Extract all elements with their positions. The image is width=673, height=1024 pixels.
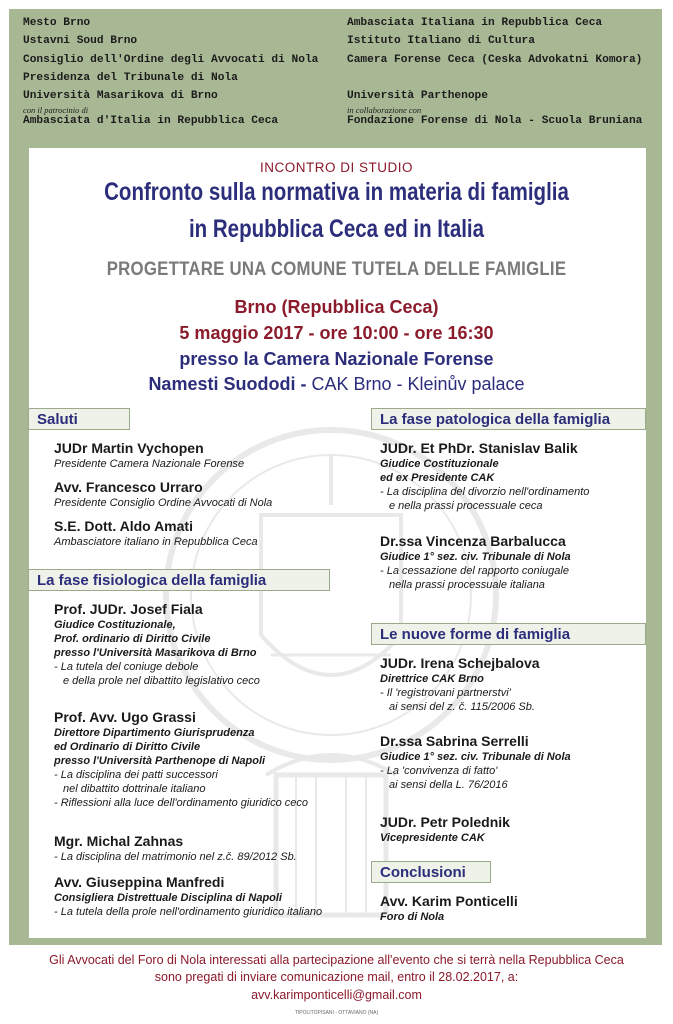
talk-topic: e nella prassi processuale ceca [389,500,543,512]
speaker-role: Ambasciatore italiano in Repubblica Ceca [54,536,258,548]
organizer: Università Parthenope [347,90,488,103]
talk-topic: - Il 'registrovani partnerstvi' [380,687,511,699]
footer-line1: Gli Avvocati del Foro di Nola interessati alla partecipazione all'evento che si terrà nella Repubblica Ceca [49,953,624,967]
section-fisiologica: La fase fisiologica della famiglia [28,569,330,591]
address-street: Namesti Suododi - [148,374,312,394]
organizer: Consiglio dell'Ordine degli Avvocati di Nola [23,53,319,66]
speaker-name: Dr.ssa Vincenza Barbalucca [380,533,566,549]
talk-topic: nel dibattito dottrinale italiano [63,783,206,795]
event-place: Brno (Repubblica Ceca) [234,297,439,317]
speaker-role: Giudice Costituzionale [380,458,499,470]
talk-topic: - La tutela del coniuge debole [54,661,199,673]
speaker-role: Direttore Dipartimento Giurisprudenza [54,727,255,739]
section-patologica: La fase patologica della famiglia [371,408,646,430]
footer-email-link[interactable]: avv.karimponticelli@gmail.com [251,988,422,1002]
talk-topic: - La disciplina dei patti successori [54,769,218,781]
organizer: Fondazione Forense di Nola - Scuola Bruniana [347,115,643,128]
printer-credit: TIPOLITOPISANI - OTTAVIANO (NA) [294,1010,379,1016]
speaker-block [54,873,322,919]
speaker-name: Avv. Giuseppina Manfredi [54,874,225,890]
speaker-role: Giudice Costituzionale, [54,619,176,631]
event-title-line1: Confronto sulla normativa in materia di famiglia [104,178,569,206]
event-address [0,374,673,395]
speaker-block [54,517,258,549]
speaker-role: Vicepresidente CAK [380,832,485,844]
speaker-role: Presidente Camera Nazionale Forense [54,458,245,470]
speaker-name: S.E. Dott. Aldo Amati [54,518,193,534]
speaker-block [54,832,297,864]
header-organizers-left [23,14,318,128]
speaker-name: Avv. Francesco Urraro [54,479,203,495]
talk-topic: - La disciplina del matrimonio nel z.č. 89/2012 Sb. [54,851,297,863]
talk-topic: - La 'convivenza di fatto' [380,765,498,777]
speaker-name: Dr.ssa Sabrina Serrelli [380,733,529,749]
event-subtitle: PROGETTARE UNA COMUNE TUTELA DELLE FAMIGLIE [106,258,567,280]
speaker-block [380,532,571,592]
speaker-role: Prof. ordinario di Diritto Civile [54,633,211,645]
talk-topic: ai sensi del z. č. 115/2006 Sb. [389,701,535,713]
speaker-name: Mgr. Michal Zahnas [54,833,184,849]
organizer: Ambasciata Italiana in Repubblica Ceca [347,17,603,29]
speaker-role: presso l'Università Masarikova di Brno [54,647,257,659]
organizer: Ambasciata d'Italia in Repubblica Ceca [23,115,279,128]
speaker-role: Direttrice CAK Brno [380,673,484,685]
organizer: Camera Forense Ceca (Ceska Advokatni Komora) [347,53,643,66]
footer-line2: sono pregati di inviare comunicazione mail, entro il 28.02.2017, a: [154,970,519,984]
event-title-line2: in Repubblica Ceca ed in Italia [188,215,485,243]
speaker-role: presso l'Università Parthenope di Napoli [54,755,266,767]
talk-topic: - La tutela della prole nell'ordinamento giuridico italiano [54,906,323,918]
speaker-block [54,600,260,688]
talk-topic: e della prole nel dibattito legislativo ceco [63,675,260,687]
speaker-role: ed ex Presidente CAK [380,472,495,484]
talk-topic: - La disciplina del divorzio nell'ordinamento [380,486,590,498]
section-conclusioni: Conclusioni [371,861,491,883]
speaker-name: Avv. Karim Ponticelli [380,893,518,909]
organizer: Istituto Italiano di Cultura [347,35,535,48]
speaker-block [380,813,510,845]
patronage-note: con il patrocinio di [23,105,89,116]
collaboration-note: in collaborazione con [347,105,422,116]
speaker-role: Giudice 1° sez. civ. Tribunale di Nola [380,551,571,563]
speaker-name: Prof. JUDr. Josef Fiala [54,601,203,617]
speaker-block [380,439,589,513]
address-rest: CAK Brno - Kleinův palace [311,374,525,394]
event-date: 5 maggio 2017 - ore 10:00 - ore 16:30 [179,323,494,343]
event-kicker: INCONTRO DI STUDIO [260,160,413,175]
speaker-role: Foro di Nola [380,911,445,923]
speaker-block [380,732,571,792]
header-organizers-right [347,14,642,128]
event-venue: presso la Camera Nazionale Forense [179,349,494,369]
talk-topic: ai sensi della L. 76/2016 [389,779,508,791]
organizer: Università Masarikova di Brno [23,90,218,103]
talk-topic: - Riflessioni alla luce dell'ordinamento giuridico ceco [54,797,309,809]
organizer: Presidenza del Tribunale di Nola [23,71,238,84]
speaker-name: JUDr. Irena Schejbalova [380,655,540,671]
section-saluti: Saluti [28,408,130,430]
organizer: Mesto Brno [23,17,91,29]
speaker-name: JUDr. Et PhDr. Stanislav Balik [380,440,578,456]
section-nuove-forme: Le nuove forme di famiglia [371,623,646,645]
speaker-block [380,892,518,924]
speaker-block [54,478,272,510]
speaker-block [54,708,308,810]
speaker-role: Giudice 1° sez. civ. Tribunale di Nola [380,751,571,763]
organizer: Ustavni Soud Brno [23,35,138,48]
talk-topic: - La cessazione del rapporto coniugale [380,565,569,577]
speaker-block [380,654,540,714]
talk-topic: nella prassi processuale italiana [389,579,545,591]
speaker-name: JUDr. Petr Polednik [380,814,510,830]
organizer-empty [347,69,642,87]
speaker-block [54,439,244,471]
speaker-role: Presidente Consiglio Ordine Avvocati di Nola [54,497,273,509]
speaker-name: Prof. Avv. Ugo Grassi [54,709,196,725]
speaker-role: Consigliera Distrettuale Disciplina di Napoli [54,892,282,904]
speaker-name: JUDr Martin Vychopen [54,440,204,456]
speaker-role: ed Ordinario di Diritto Civile [54,741,201,753]
